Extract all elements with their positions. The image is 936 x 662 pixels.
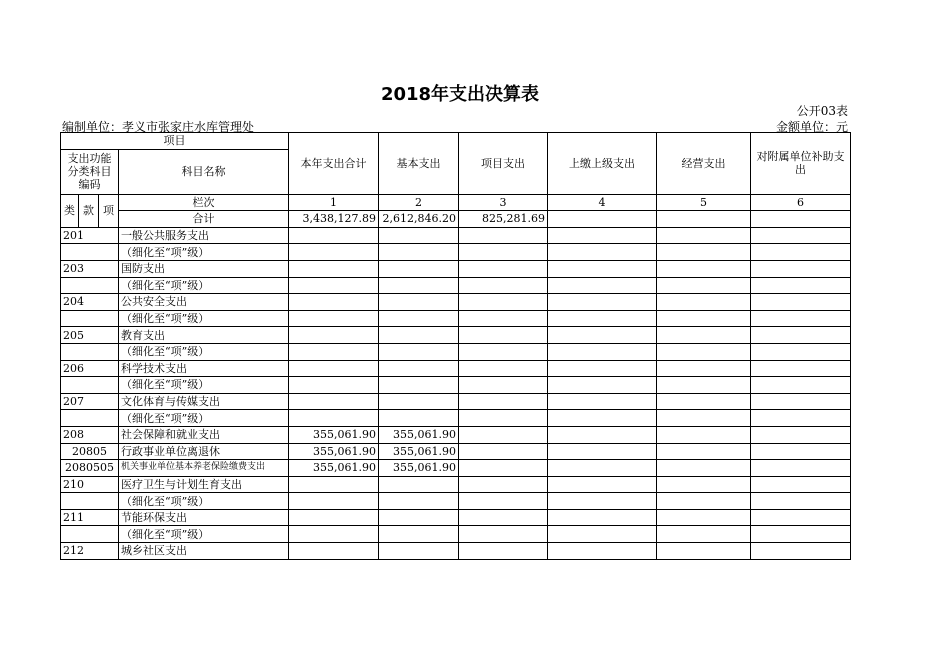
table-row — [61, 393, 851, 410]
row-name: （细化至“项”级） — [119, 493, 289, 510]
page-title: 2018年支出决算表 — [380, 84, 540, 105]
col-num-1: 1 — [289, 194, 379, 211]
row-code — [61, 526, 119, 543]
row-total — [289, 377, 379, 394]
row-total: 355,061.90 — [289, 460, 379, 477]
col-num-6: 6 — [751, 194, 851, 211]
table-row — [61, 244, 851, 261]
row-name: （细化至“项”级） — [119, 343, 289, 360]
col-num-4: 4 — [548, 194, 657, 211]
header-business: 经营支出 — [657, 133, 751, 195]
row-basic — [379, 227, 459, 244]
row-total — [289, 393, 379, 410]
table-row — [61, 493, 851, 510]
table-row — [61, 277, 851, 294]
row-total — [289, 294, 379, 311]
col-num-2: 2 — [379, 194, 459, 211]
header-col-row: 栏次 — [119, 194, 289, 211]
row-name: （细化至“项”级） — [119, 526, 289, 543]
row-name: （细化至“项”级） — [119, 277, 289, 294]
row-total — [289, 526, 379, 543]
row-code — [61, 377, 119, 394]
row-basic — [379, 244, 459, 261]
col-num-3: 3 — [459, 194, 548, 211]
table-row — [61, 227, 851, 244]
row-basic — [379, 310, 459, 327]
row-basic — [379, 260, 459, 277]
col-num-5: 5 — [657, 194, 751, 211]
row-name: 社会保障和就业支出 — [119, 426, 289, 443]
row-basic: 355,061.90 — [379, 460, 459, 477]
row-code: 204 — [61, 294, 119, 311]
header-kuan: 款 — [79, 194, 99, 227]
header-project: 项目支出 — [459, 133, 548, 195]
table-row — [61, 526, 851, 543]
row-total — [289, 476, 379, 493]
table-row — [61, 410, 851, 427]
currency-label: 金额单位：元 — [775, 120, 848, 134]
row-code: 210 — [61, 476, 119, 493]
header-upper: 上缴上级支出 — [548, 133, 657, 195]
table-row — [61, 310, 851, 327]
row-basic — [379, 493, 459, 510]
row-code — [61, 410, 119, 427]
table-row — [61, 377, 851, 394]
row-total — [289, 543, 379, 560]
row-code: 201 — [61, 227, 119, 244]
row-name: 行政事业单位离退休 — [119, 443, 289, 460]
header-lei: 类 — [61, 194, 79, 227]
table-row — [61, 327, 851, 344]
row-basic — [379, 543, 459, 560]
row-name: 科学技术支出 — [119, 360, 289, 377]
row-basic: 355,061.90 — [379, 443, 459, 460]
header-item: 项目 — [61, 133, 289, 150]
form-code: 公开03表 — [796, 104, 848, 118]
sum-total: 3,438,127.89 — [289, 211, 379, 228]
sum-basic: 2,612,846.20 — [379, 211, 459, 228]
table-row — [61, 426, 851, 443]
row-code: 206 — [61, 360, 119, 377]
row-basic — [379, 377, 459, 394]
row-total — [289, 310, 379, 327]
sum-project: 825,281.69 — [459, 211, 548, 228]
row-total — [289, 509, 379, 526]
row-basic — [379, 526, 459, 543]
row-name: 教育支出 — [119, 327, 289, 344]
table-row — [61, 509, 851, 526]
row-name: （细化至“项”级） — [119, 310, 289, 327]
row-total — [289, 227, 379, 244]
row-basic — [379, 509, 459, 526]
row-code — [61, 343, 119, 360]
header-subject-name: 科目名称 — [119, 149, 289, 194]
row-total — [289, 343, 379, 360]
row-name: 机关事业单位基本养老保险缴费支出 — [119, 460, 289, 477]
row-basic: 355,061.90 — [379, 426, 459, 443]
row-basic — [379, 410, 459, 427]
table-row — [61, 294, 851, 311]
row-code: 2080505 — [61, 460, 119, 477]
row-code: 20805 — [61, 443, 119, 460]
header-func-code: 支出功能分类科目编码 — [61, 149, 119, 194]
row-basic — [379, 294, 459, 311]
row-basic — [379, 476, 459, 493]
row-total — [289, 360, 379, 377]
table-row — [61, 443, 851, 460]
header-total: 本年支出合计 — [289, 133, 379, 195]
row-total: 355,061.90 — [289, 443, 379, 460]
table-row — [61, 543, 851, 560]
table-row — [61, 260, 851, 277]
row-code: 203 — [61, 260, 119, 277]
row-basic — [379, 393, 459, 410]
row-total — [289, 493, 379, 510]
row-name: 国防支出 — [119, 260, 289, 277]
table-row — [61, 360, 851, 377]
row-code — [61, 493, 119, 510]
row-basic — [379, 343, 459, 360]
row-name: （细化至“项”级） — [119, 377, 289, 394]
row-code — [61, 310, 119, 327]
row-basic — [379, 277, 459, 294]
row-code: 205 — [61, 327, 119, 344]
row-name: 节能环保支出 — [119, 509, 289, 526]
row-name: 一般公共服务支出 — [119, 227, 289, 244]
row-basic — [379, 360, 459, 377]
header-basic: 基本支出 — [379, 133, 459, 195]
row-code: 212 — [61, 543, 119, 560]
row-name: 公共安全支出 — [119, 294, 289, 311]
header-xiang: 项 — [99, 194, 119, 227]
row-total — [289, 260, 379, 277]
row-total — [289, 244, 379, 261]
row-code: 207 — [61, 393, 119, 410]
row-name: （细化至“项”级） — [119, 244, 289, 261]
row-total — [289, 410, 379, 427]
row-basic — [379, 327, 459, 344]
header-subsidy: 对附属单位补助支出 — [751, 133, 851, 195]
row-code — [61, 244, 119, 261]
row-name: 医疗卫生与计划生育支出 — [119, 476, 289, 493]
row-code: 211 — [61, 509, 119, 526]
row-total — [289, 327, 379, 344]
row-code: 208 — [61, 426, 119, 443]
row-total: 355,061.90 — [289, 426, 379, 443]
table-row — [61, 460, 851, 477]
row-total — [289, 277, 379, 294]
row-name: （细化至“项”级） — [119, 410, 289, 427]
table-row — [61, 343, 851, 360]
sum-label: 合计 — [119, 211, 289, 228]
org-label: 编制单位：孝义市张家庄水库管理处 — [62, 120, 255, 134]
row-code — [61, 277, 119, 294]
row-name: 城乡社区支出 — [119, 543, 289, 560]
expenditure-table — [60, 132, 851, 560]
row-name: 文化体育与传媒支出 — [119, 393, 289, 410]
table-row — [61, 476, 851, 493]
